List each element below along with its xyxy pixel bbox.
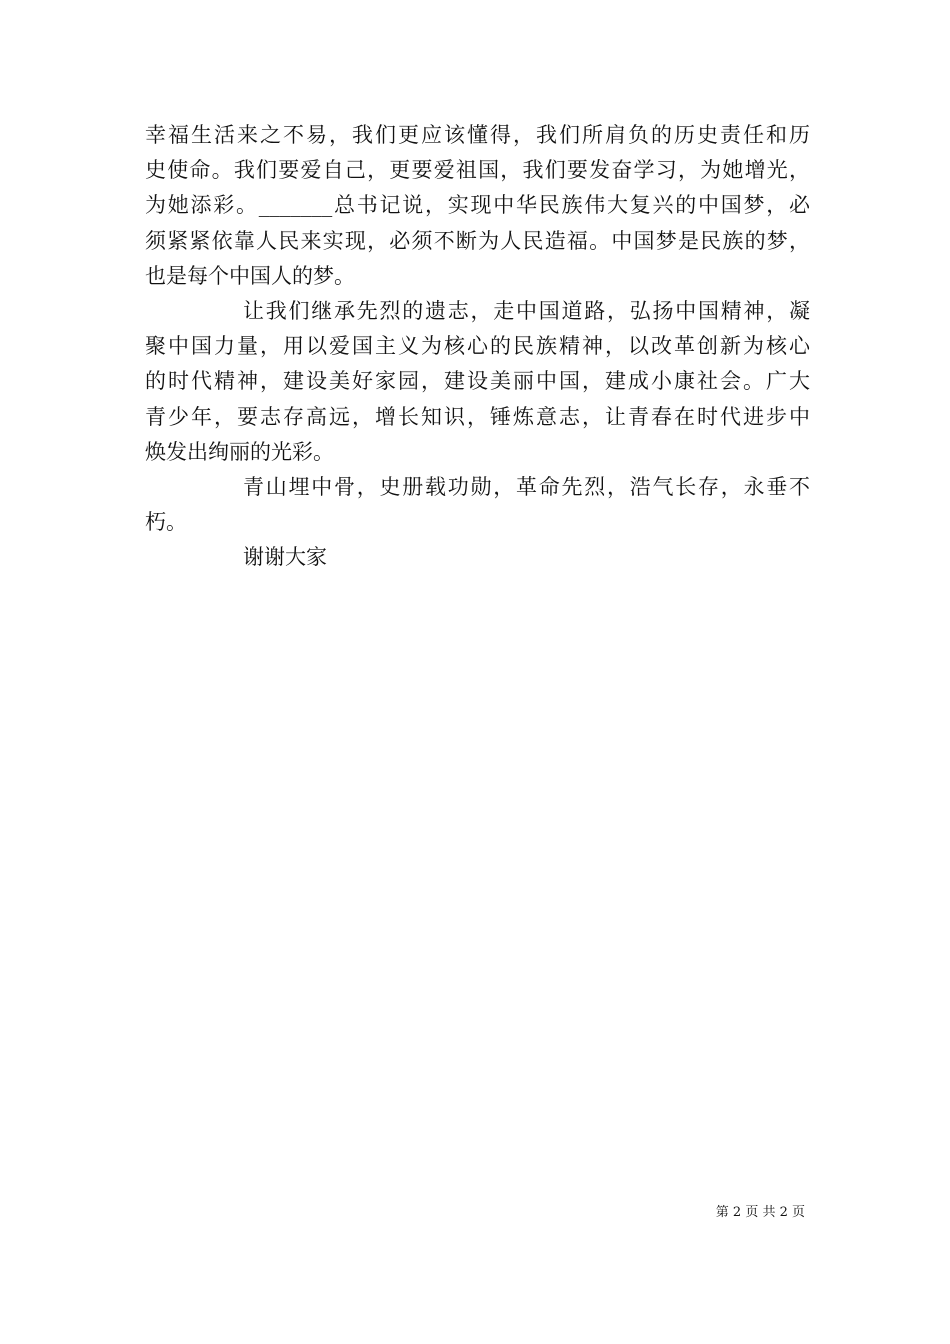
text-line: 聚中国力量，用以爱国主义为核心的民族精神，以改革创新为核心: [145, 334, 810, 359]
text-line: 幸福生活来之不易，我们更应该懂得，我们所肩负的历史责任和历: [145, 123, 810, 147]
paragraph-3: [145, 470, 810, 540]
text-line: 朽。: [145, 510, 187, 535]
closing-line: 谢谢大家: [243, 545, 327, 570]
text-line: 史使命。我们要爱自己，更要爱祖国，我们要发奋学习，为她增光，: [145, 158, 810, 183]
text-line: 青少年，要志存高远，增长知识，锤炼意志，让青春在时代进步中: [145, 404, 810, 429]
text-line: 青山埋中骨，史册载功勋，革命先烈，浩气长存，永垂不: [243, 474, 810, 499]
text-line: 须紧紧依靠人民来实现，必须不断为人民造福。中国梦是民族的梦，: [145, 228, 810, 253]
text-line: 为她添彩。_______总书记说，实现中华民族伟大复兴的中国梦，必: [145, 193, 810, 218]
paragraph-1: [145, 118, 810, 294]
text-line: 让我们继承先烈的遗志，走中国道路，弘扬中国精神，凝: [243, 298, 810, 323]
paragraph-2: [145, 294, 810, 470]
document-body: [145, 118, 810, 575]
text-line: 焕发出绚丽的光彩。: [145, 439, 334, 464]
page-number-footer: 第 2 页 共 2 页: [715, 1205, 805, 1220]
text-line: 也是每个中国人的梦。: [145, 263, 355, 288]
paragraph-4: [145, 540, 810, 575]
text-line: 的时代精神，建设美好家园，建设美丽中国，建成小康社会。广大: [145, 369, 810, 394]
